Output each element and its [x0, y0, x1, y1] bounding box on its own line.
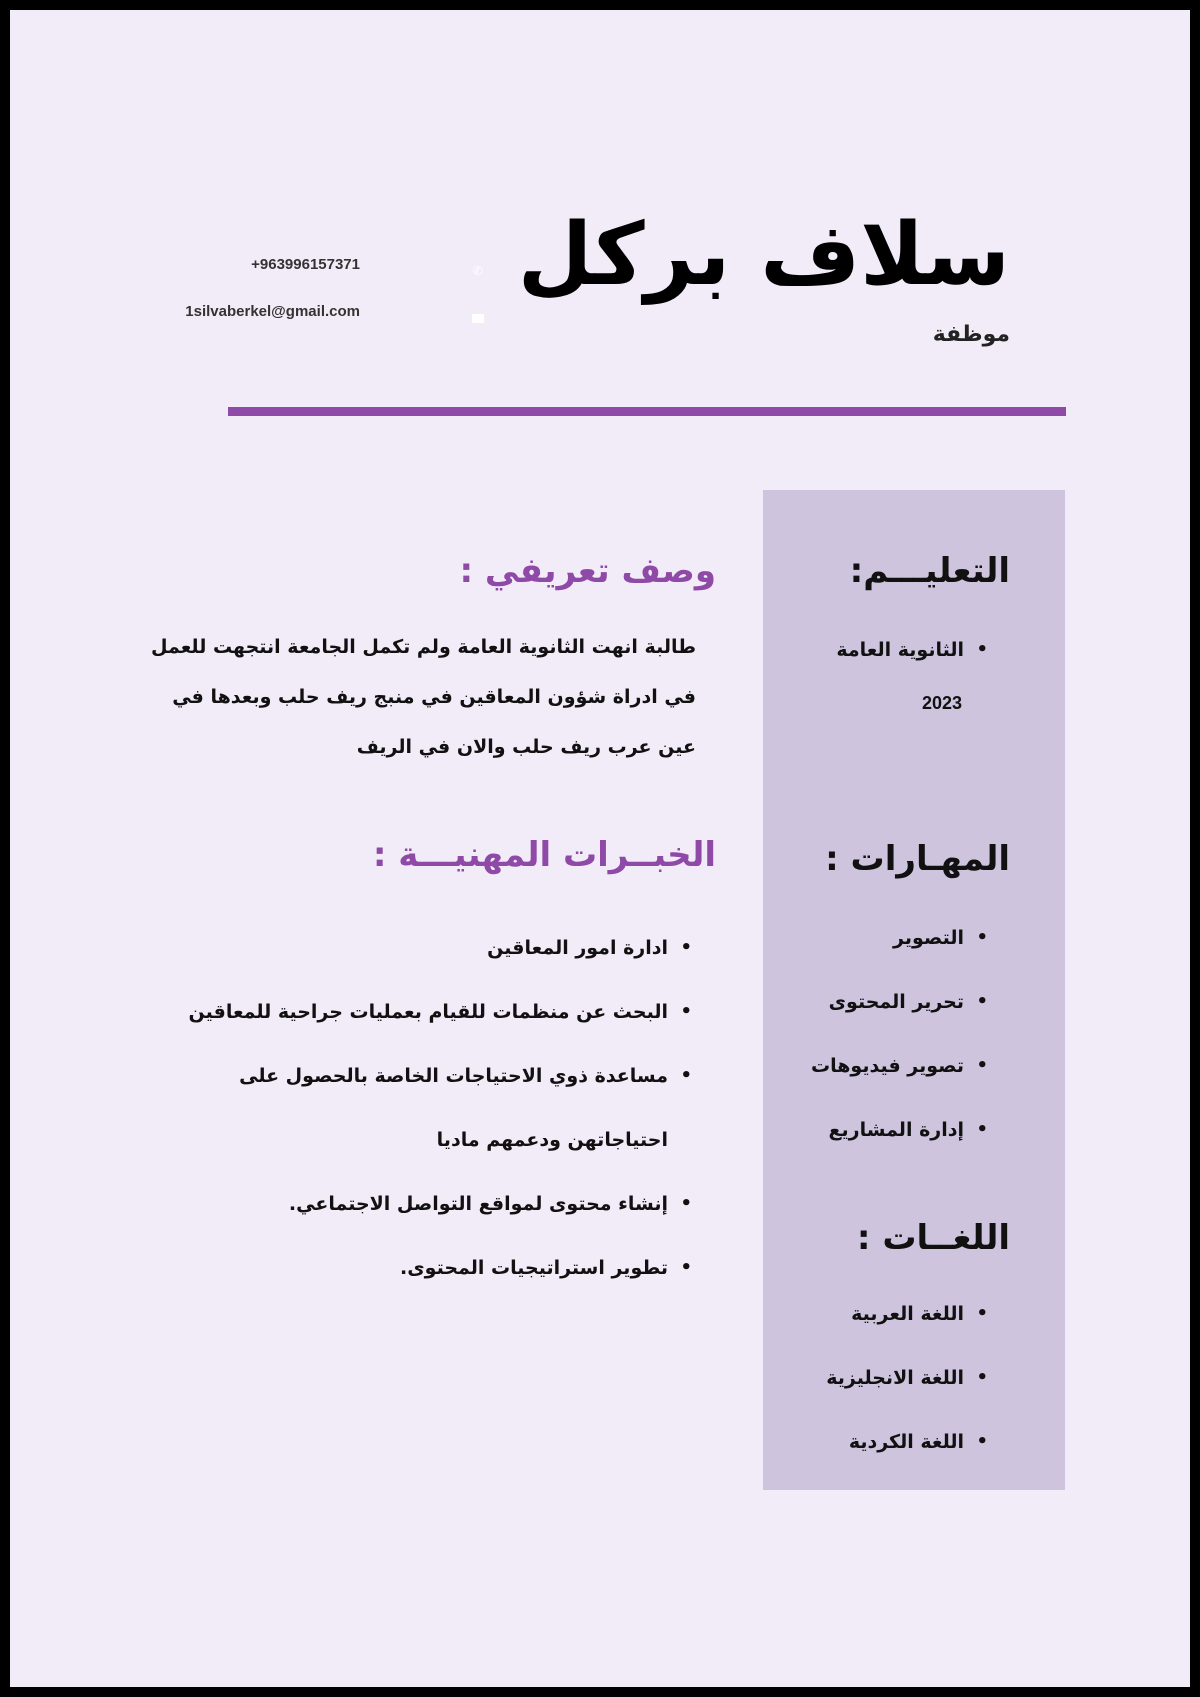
- list-item: • إنشاء محتوى لمواقع التواصل الاجتماعي.: [136, 1172, 696, 1236]
- profile-heading: وصف تعريفي :: [459, 551, 716, 591]
- job-title: موظفة: [932, 322, 1010, 347]
- resume-page: [10, 10, 1190, 1687]
- education-heading: التعليـــم:: [849, 551, 1010, 591]
- list-item: • اللغة العربية: [826, 1294, 992, 1358]
- header-divider: [228, 407, 1066, 416]
- education-year: 2023: [921, 693, 962, 713]
- skills-list: [811, 918, 992, 1174]
- skills-heading: المهـارات :: [825, 839, 1010, 879]
- list-item: • تحرير المحتوى: [811, 982, 992, 1046]
- list-item: • تطوير استراتيجيات المحتوى.: [136, 1236, 696, 1300]
- phone-icon: ✆: [472, 264, 484, 278]
- list-item: • تصوير فيديوهات: [811, 1046, 992, 1110]
- candidate-name: سلاف بركل: [517, 205, 1010, 305]
- education-list: [836, 630, 992, 670]
- list-item: • اللغة الانجليزية: [826, 1358, 992, 1422]
- list-item: • إدارة المشاريع: [811, 1110, 992, 1174]
- list-item: • ادارة امور المعاقين: [136, 916, 696, 980]
- email-address-text: 1silvaberkel@gmail.com: [185, 302, 360, 320]
- experience-list: [136, 916, 696, 1300]
- list-item: • الثانوية العامة: [836, 630, 992, 670]
- languages-list: [826, 1294, 992, 1486]
- list-item: • اللغة الكردية: [826, 1422, 992, 1486]
- list-item: • التصوير: [811, 918, 992, 982]
- list-item: • البحث عن منظمات للقيام بعمليات جراحية للمعاقين: [136, 980, 696, 1044]
- languages-heading: اللغــات :: [856, 1218, 1010, 1258]
- profile-text: طالبة انهت الثانوية العامة ولم تكمل الجامعة انتجهت للعمل في ادراة شؤون المعاقين في منبج ريف حلب وبعدها في عين عرب ريف حلب والان في الريف: [151, 636, 696, 758]
- experience-heading: الخبــرات المهنيـــة :: [372, 835, 716, 875]
- list-item: • مساعدة ذوي الاحتياجات الخاصة بالحصول على احتياجاتهن ودعمهم ماديا: [136, 1044, 696, 1172]
- phone-number-text: +963996157371: [251, 255, 360, 273]
- email-icon: [471, 312, 485, 324]
